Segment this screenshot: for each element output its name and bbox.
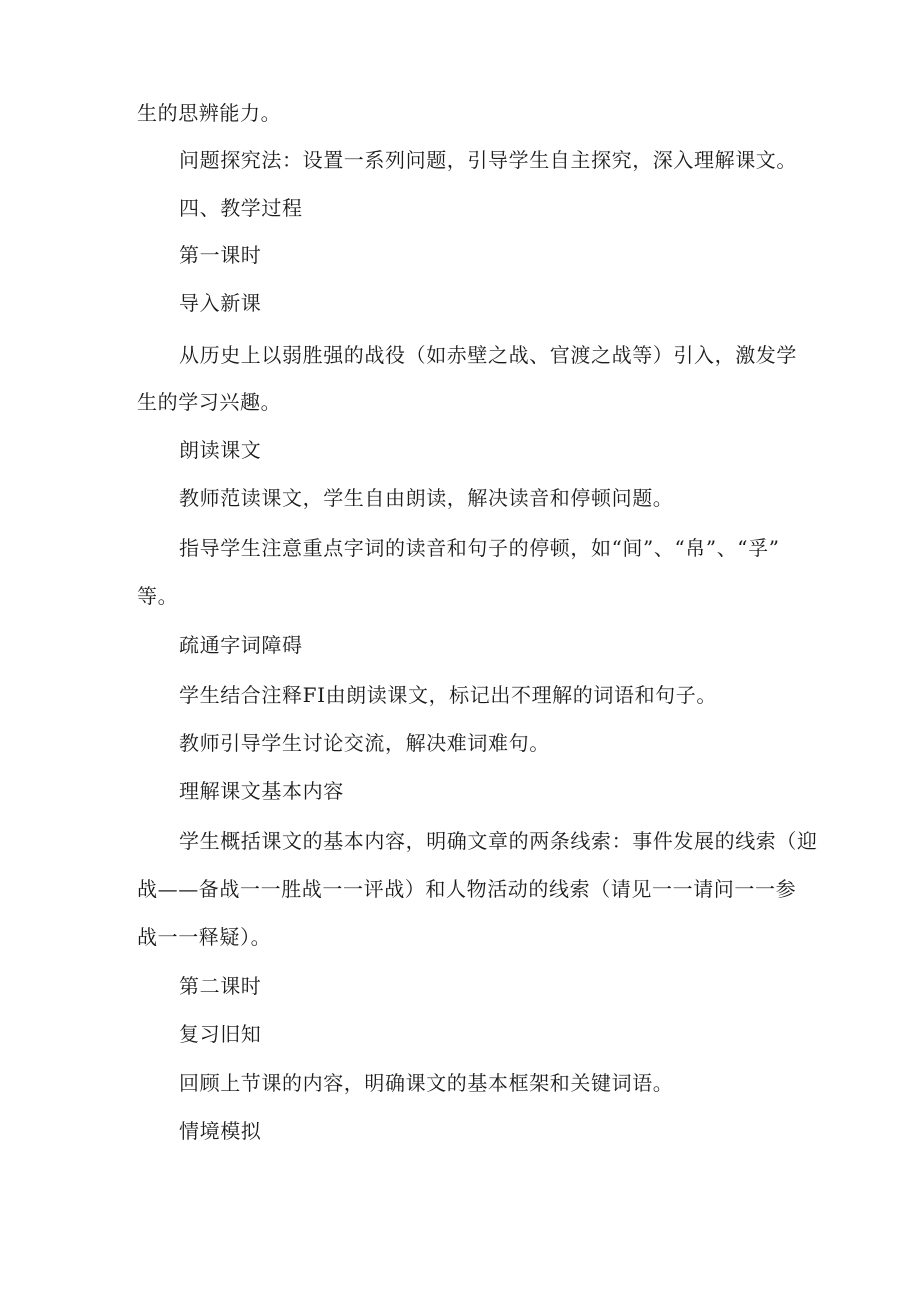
text-line: 战——备战一一胜战一一评战）和人物活动的线索（请见一一请问一一参	[137, 877, 797, 901]
subsection-heading: 疏通字词障碍	[179, 633, 303, 657]
text-line: 指导学生注意重点字词的读音和句子的停顿，如“间”、“帛”、“孚”	[179, 536, 780, 560]
text-line: 教师范读课文，学生自由朗读，解决读音和停顿问题。	[179, 486, 674, 510]
subsection-heading: 朗读课文	[179, 438, 262, 462]
text-line: 生的学习兴趣。	[137, 390, 282, 414]
text-line: 回顾上节课的内容，明确课文的基本框架和关键词语。	[179, 1071, 674, 1095]
text-line: 生的思辨能力。	[137, 101, 282, 125]
text-line: 从历史上以弱胜强的战役（如赤壁之战、官渡之战等）引入，激发学	[179, 343, 797, 367]
subsection-heading: 第一课时	[179, 243, 262, 267]
subsection-heading: 情境模拟	[179, 1119, 262, 1143]
text-line: 学生概括课文的基本内容，明确文章的两条线索：事件发展的线索（迎	[179, 829, 818, 853]
section-heading: 四、教学过程	[179, 196, 303, 220]
subsection-heading: 复习旧知	[179, 1022, 262, 1046]
text-line: 问题探究法：设置一系列问题，引导学生自主探究，深入理解课文。	[179, 148, 797, 172]
text-line: 教师引导学生讨论交流，解决难词难句。	[179, 731, 550, 755]
subsection-heading: 理解课文基本内容	[179, 779, 344, 803]
text-line: 等。	[137, 584, 179, 608]
text-line: 学生结合注释FI由朗读课文，标记出不理解的词语和句子。	[179, 683, 717, 707]
subsection-heading: 导入新课	[179, 291, 262, 315]
subsection-heading: 第二课时	[179, 974, 262, 998]
text-line: 战一一释疑）。	[137, 925, 272, 949]
